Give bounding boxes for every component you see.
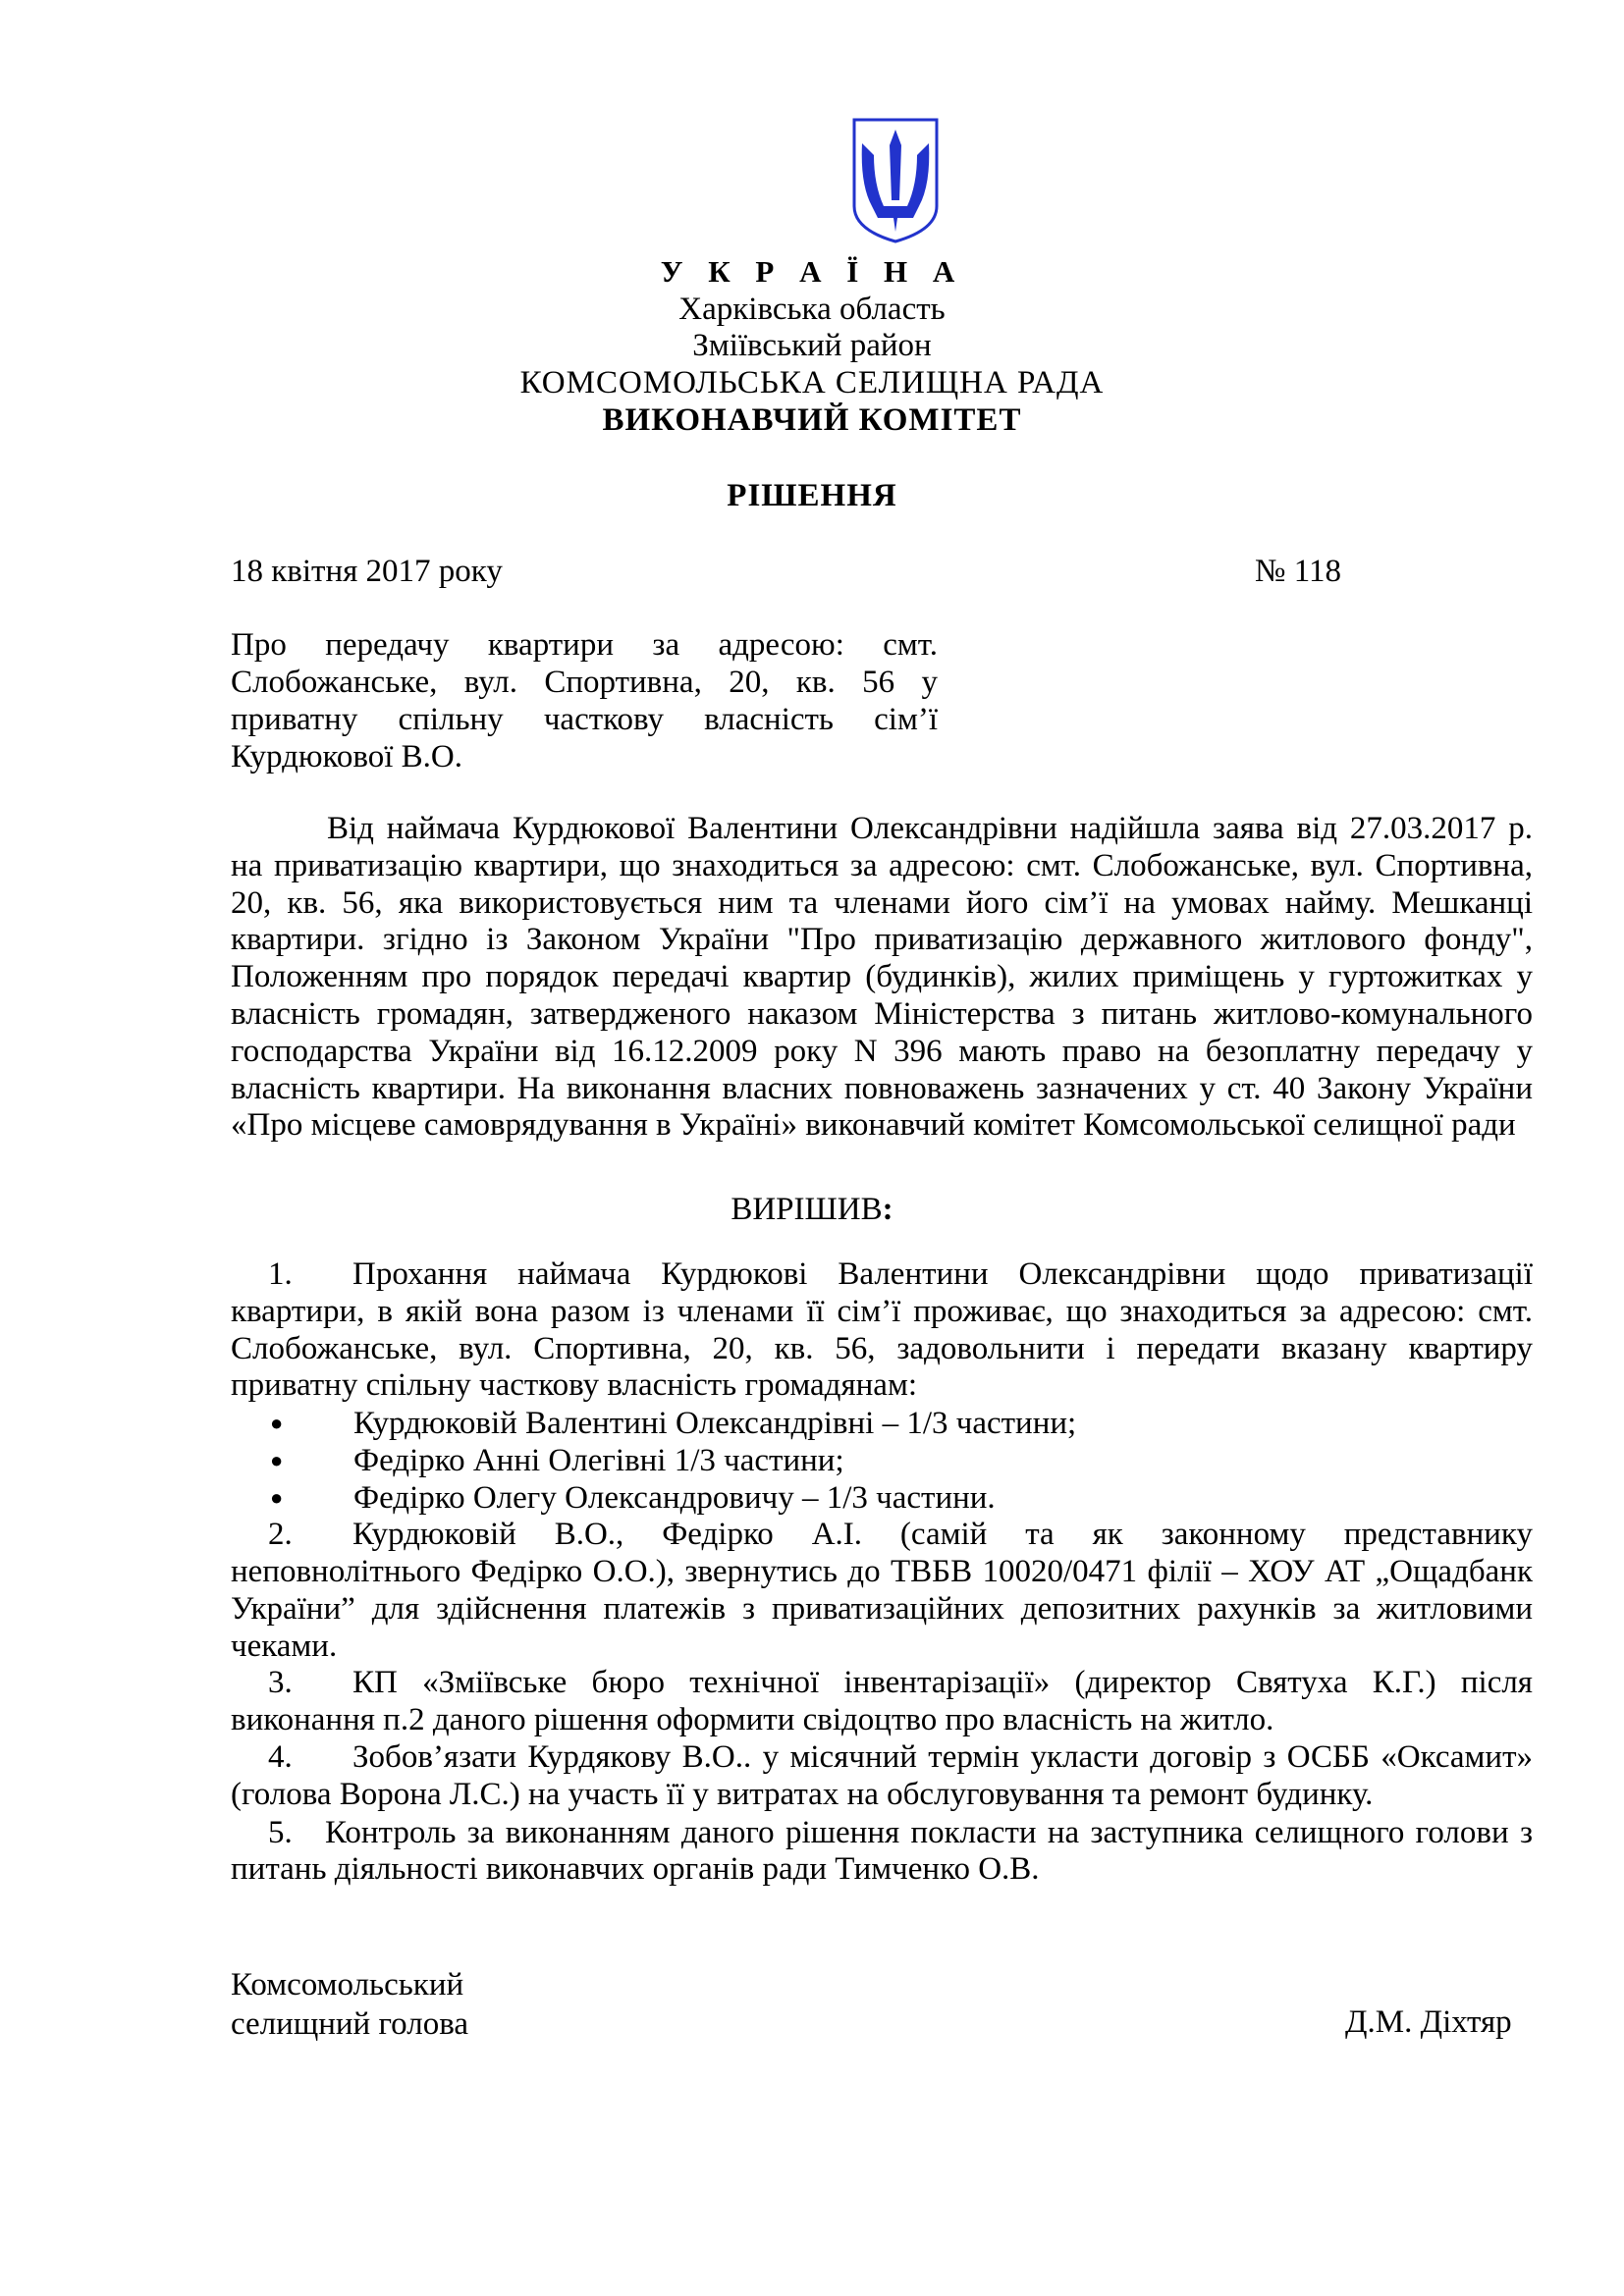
preamble-line: 20, кв. 56, яка використовується ним та членами його сім’ї на умовах найму. Мешканці [231, 884, 1533, 921]
document-subject [231, 626, 938, 775]
item-4 [231, 1739, 1533, 1777]
preamble-line: власність квартири. На виконання власних повноважень зазначених у ст. 40 Закону України [231, 1070, 1533, 1106]
item-line: (голова Ворона Л.С.) на участь її у витратах на обслуговування та ремонт будинку. [231, 1776, 1374, 1812]
subject-line: Курдюкової В.О. [231, 739, 463, 774]
item-text: Прохання наймача Курдюкові Валентини Олександрівни щодо приватизації [352, 1256, 1533, 1292]
item-1 [231, 1256, 1533, 1294]
item-line: приватну спільну часткову власність громадянам: [231, 1367, 918, 1404]
preamble-line: господарства України від 16.12.2009 року N 396 мають право на безоплатну передачу у [231, 1033, 1533, 1069]
bullet-icon: ● [270, 1485, 284, 1511]
subject-line: Слобожанське, вул. Спортивна, 20, кв. 56 у [231, 665, 938, 700]
subject-line: приватну спільну часткову власність сім’ї [231, 702, 938, 737]
item-line: неповнолітнього Федірко О.О.), звернутись до ТВБВ 10020/0471 філії – ХОУ АТ „Ощадбанк [231, 1553, 1533, 1589]
item-text: Контроль за виконанням даного рішення покласти на заступника селищного голови з [325, 1814, 1533, 1850]
signatory-title [231, 1965, 468, 2044]
item-2 [231, 1517, 1533, 1554]
country-name: У К Р А Ї Н А [660, 254, 964, 289]
bullet-item [231, 1405, 1533, 1442]
item-line: Слобожанське, вул. Спортивна, 20, кв. 56, задовольнити і передати вказану квартиру [231, 1330, 1533, 1366]
resolved-heading [0, 1190, 1624, 1229]
item-5 [231, 1814, 1533, 1851]
resolved-colon: : [882, 1192, 893, 1227]
item-number: 1. [268, 1256, 293, 1292]
bullet-item [231, 1479, 1533, 1517]
district-name: Зміївський район [692, 328, 932, 363]
item-line: виконання п.2 даного рішення оформити свідоцтво про власність на житло. [231, 1702, 1274, 1738]
item-number: 2. [268, 1517, 293, 1553]
item-line: квартири, в якій вона разом із членами її сім’ї проживає, що знаходиться за адресою: смт. [231, 1293, 1533, 1329]
document-type-title: РІШЕННЯ [727, 478, 897, 513]
item-text: КП «Зміївське бюро технічної інвентарізації» (директор Святуха К.Г.) після [352, 1665, 1533, 1701]
item-text: Курдюковій В.О., Федірко А.І. (самій та як законному представнику [352, 1517, 1533, 1553]
signatory-name: Д.М. Діхтяр [1345, 2004, 1512, 2040]
preamble-paragraph [231, 811, 1533, 1145]
item-line: питань діяльності виконавчих органів ради Тимченко О.В. [231, 1850, 1040, 1887]
item-3 [231, 1665, 1533, 1702]
bullet-text: Федірко Олегу Олександровичу – 1/3 частини. [353, 1480, 996, 1517]
document-number: № 118 [1255, 554, 1342, 589]
signatory-title-line: селищний голова [231, 2006, 469, 2042]
item-number: 5. [268, 1814, 293, 1850]
document-date: 18 квітня 2017 року [231, 554, 503, 589]
committee-name: ВИКОНАВЧИЙ КОМІТЕТ [602, 402, 1022, 438]
item-line: чеками. [231, 1628, 338, 1664]
preamble-line: власність громадян, затвердженого наказом Міністерства з питань житлово-комунального [231, 995, 1533, 1032]
council-name: КОМСОМОЛЬСЬКА СЕЛИЩНА РАДА [519, 365, 1105, 400]
signatory-title-line: Комсомольський [231, 1967, 464, 2002]
item-line: України” для здійснення платежів з приватизаційних депозитних рахунків за житловими [231, 1590, 1533, 1627]
preamble-line: Положенням про порядок передачі квартир (будинків), жилих приміщень у гуртожитках у [231, 959, 1533, 995]
bullet-text: Федірко Анні Олегівні 1/3 частини; [353, 1443, 844, 1479]
bullet-text: Курдюковій Валентині Олександрівні – 1/3 частини; [353, 1406, 1077, 1442]
bullet-icon: ● [270, 1411, 284, 1436]
resolution-items [231, 1256, 1533, 1888]
preamble-line: «Про місцеве самоврядування в Україні» виконавчий комітет Комсомольської селищної ради [231, 1107, 1516, 1144]
bullet-icon: ● [270, 1448, 284, 1473]
coat-of-arms-trident-icon [850, 116, 941, 245]
preamble-line: на приватизацію квартири, що знаходиться за адресою: смт. Слобожанське, вул. Спортивна, [231, 847, 1533, 883]
subject-line: Про передачу квартири за адресою: смт. [231, 627, 938, 663]
resolved-word: ВИРІШИВ [731, 1192, 883, 1227]
region-name: Харківська область [678, 292, 946, 327]
bullet-item [231, 1442, 1533, 1479]
item-number: 3. [268, 1665, 293, 1701]
preamble-line: Від наймача Курдюкової Валентини Олександрівни надійшла заява від 27.03.2017 р. [327, 811, 1533, 846]
item-text: Зобов’язати Курдякову В.О.. у місячний термін укласти договір з ОСББ «Оксамит» [352, 1738, 1533, 1775]
preamble-line: квартири. згідно із Законом України "Про приватизацію державного житлового фонду", [231, 922, 1533, 958]
item-number: 4. [268, 1738, 293, 1775]
